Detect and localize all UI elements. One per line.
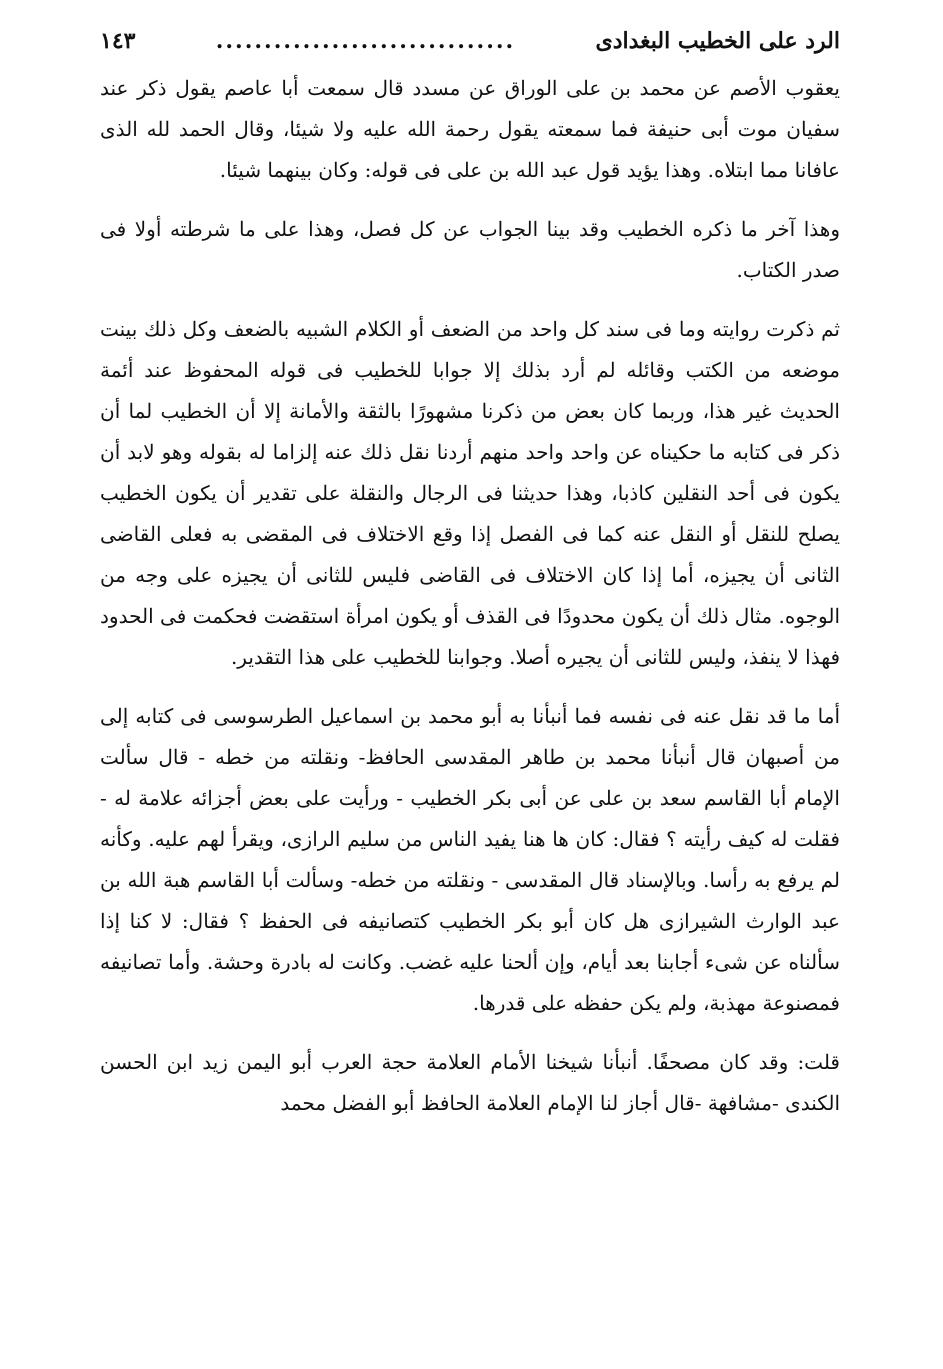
page-number: ١٤٣: [100, 28, 136, 54]
running-title: الرد على الخطيب البغدادى: [595, 28, 840, 54]
paragraph-4: أما ما قد نقل عنه فى نفسه فما أنبأنا به أبو محمد بن اسماعيل الطرسوسى فى كتابه إلى من أصبهان قال أنبأنا محمد بن طاهر المقدسى الحافظ- ونقلته من خطه - قال سألت الإمام أبا القاسم سعد بن على عن أبى بكر الخطيب - ورأيت على بعض أجزائه علامة له - فقلت له كيف رأيته ؟ فقال: كان ها هنا يفيد الناس من سليم الرازى، ويقرأ لهم عليه. وكأنه لم يرفع به رأسا. وبالإسناد قال المقدسى - ونقلته من خطه- وسألت أبا القاسم هبة الله بن عبد الوارث الشيرازى هل كان أبو بكر الخطيب كتصانيفه فى الحفظ ؟ فقال: لا كنا إذا سألناه عن شىء أجابنا بعد أيام، وإن ألحنا عليه غضب. وكانت له بادرة وحشة. وأما تصانيفه فمصنوعة مهذبة، ولم يكن حفظه على قدرها.: [100, 704, 840, 1015]
paragraph-3: ثم ذكرت روايته وما فى سند كل واحد من الضعف أو الكلام الشبيه بالضعف وكل ذلك بينت موضعه من الكتب وقائله لم أرد بذلك إلا جوابا للخطيب فى قوله المحفوظ عند أئمة الحديث غير هذا، وربما كان بعض من ذكرنا مشهورًا بالثقة والأمانة إلا أن الخطيب لما أن ذكر فى كتابه ما حكيناه عن واحد واحد منهم أردنا نقل ذلك عنه إلزاما له بقوله وهو لابد أن يكون فى أحد النقلين كاذبا، وهذا حديثنا فى الرجال والنقلة على تقدير أن يكون الخطيب يصلح للنقل أو النقل عنه كما فى الفصل إذا وقع الاختلاف فى المقضى به فعلى القاضى الثانى أن يجيزه، أما إذا كان الاختلاف فى القاضى فليس للثانى أن يجيزه على وجه من الوجوه. مثال ذلك أن يكون محدودًا فى القذف أو يكون امرأة استقضت فحكمت فى الحدود فهذا لا ينفذ، وليس للثانى أن يجيره أصلا. وجوابنا للخطيب على هذا التقدير.: [100, 317, 841, 669]
paragraph-1: يعقوب الأصم عن محمد بن على الوراق عن مسدد قال سمعت أبا عاصم يقول ذكر عند سفيان موت أبى حنيفة فما سمعته يقول رحمة الله عليه ولا شيئا، وقال الحمد لله الذى عافانا مما ابتلاه. وهذا يؤيد قول عبد الله بن على فى قوله: وكان بينهما شيئا.: [100, 76, 840, 182]
paragraph-5: قلت: وقد كان مصحفًا. أنبأنا شيخنا الأمام العلامة حجة العرب أبو اليمن زيد ابن الحسن الكندى -مشافهة -قال أجاز لنا الإمام العلامة الحافظ أبو الفضل محمد: [100, 1050, 840, 1115]
paragraph-2: وهذا آخر ما ذكره الخطيب وقد بينا الجواب عن كل فصل، وهذا على ما شرطته أولا فى صدر الكتاب.: [100, 217, 840, 282]
leader-dots: ...............................: [215, 28, 516, 54]
document-page: [100, 28, 840, 1124]
running-header: [100, 28, 840, 68]
